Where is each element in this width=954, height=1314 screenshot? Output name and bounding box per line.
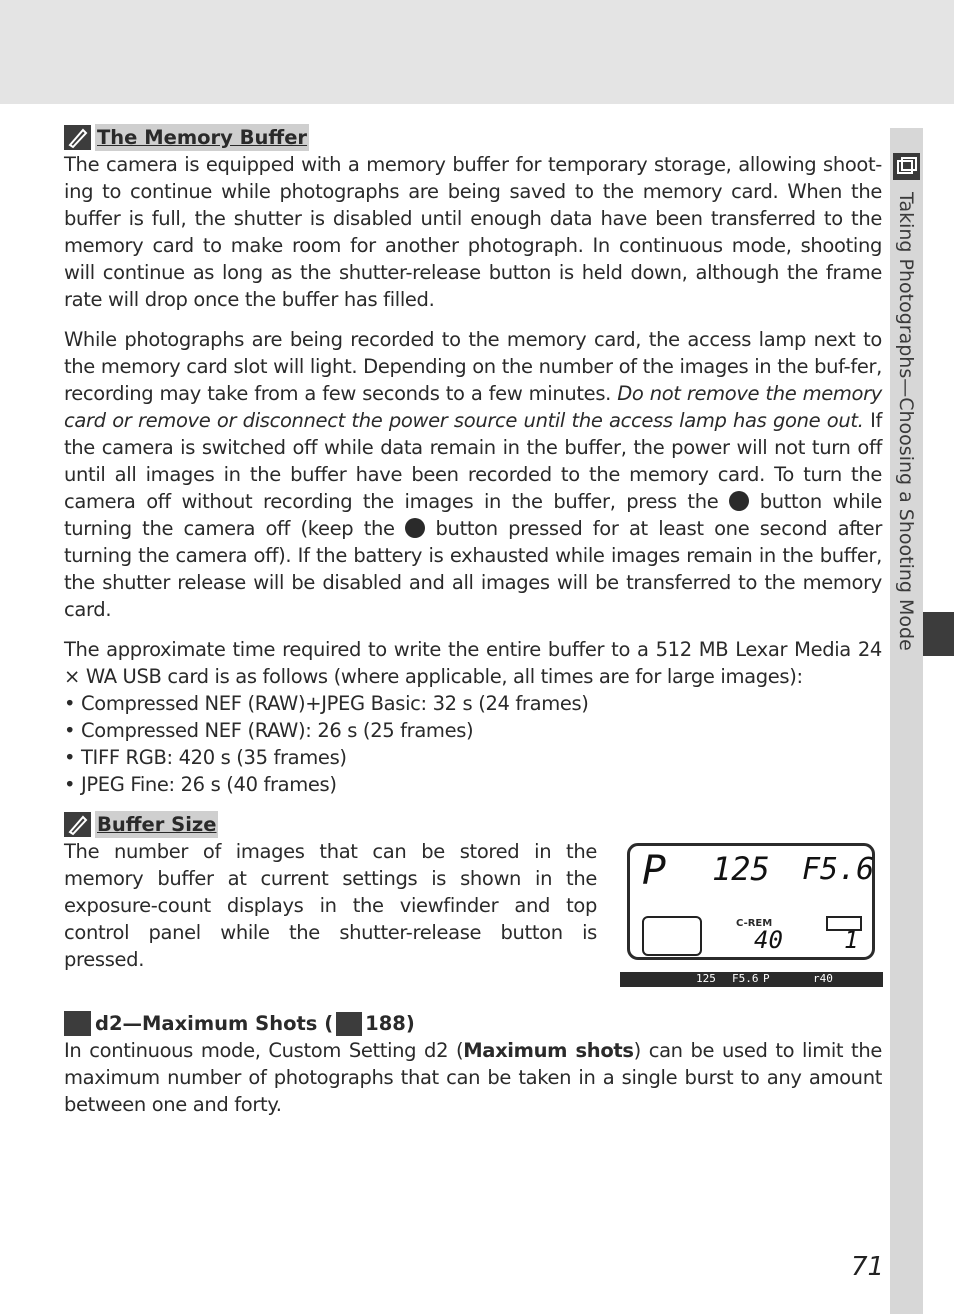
- vf-shutter: 125: [696, 972, 716, 985]
- lcd-shutter: 125: [712, 850, 770, 888]
- note-pencil-icon: [64, 812, 91, 837]
- paragraph: [64, 1037, 882, 1118]
- chapter-title: Taking Photographs—Choosing a Shooting Mode: [895, 192, 917, 651]
- continuous-shooting-icon: [893, 153, 920, 180]
- lcd-count: 40: [754, 926, 783, 954]
- max-shots-heading: [64, 1010, 882, 1037]
- text-run: button while turning the camera off (keep the: [64, 490, 882, 540]
- custom-setting-icon: [64, 1011, 91, 1036]
- text-run: While photographs are being recorded to the memory card, the access lamp next to the memory card slot will light. Depending on the number of the images in the buf-fer, recording may take from a few seconds to a few minutes.: [64, 328, 882, 405]
- heading-label: Buffer Size: [97, 813, 217, 836]
- list-item: • TIFF RGB: 420 s (35 frames): [64, 746, 347, 769]
- vf-aperture: F5.6: [732, 972, 759, 985]
- list-item: • Compressed NEF (RAW)+JPEG Basic: 32 s (24 frames): [64, 692, 589, 715]
- paragraph: The approximate time required to write the entire buffer to a 512 MB Lexar Media 24 × WA USB card is as follows (where applicable, all times are for large images):: [64, 638, 882, 688]
- paragraph: The number of images that can be stored in the memory buffer at current settings is shown in the exposure-count displays in the viewfinder and top control panel while the shutter-release button is pressed.: [64, 840, 597, 971]
- lcd-aperture: F5.6: [802, 852, 875, 887]
- buffer-size-heading: [64, 811, 882, 838]
- text-run: In continuous mode, Custom Setting d2 (: [64, 1039, 464, 1062]
- chapter-tab: [923, 612, 954, 656]
- text-run: If the camera is switched off while data remain in the buffer, the power will not turn off until all images in the buffer have been recorded to the memory card. To turn the camera off without recording the images in the buffer, press the: [64, 409, 882, 513]
- text-run: ) can be used to limit the maximum number of photographs that can be taken in a single burst to any amount between one and forty.: [64, 1039, 882, 1116]
- trash-button-icon: [405, 518, 425, 538]
- page-header-band: [0, 0, 954, 104]
- list-item: • Compressed NEF (RAW): 26 s (25 frames): [64, 719, 474, 742]
- heading-label: d2—Maximum Shots (: [95, 1012, 334, 1035]
- page-reference-icon: [336, 1012, 362, 1036]
- list-item: • JPEG Fine: 26 s (40 frames): [64, 773, 337, 796]
- setting-name: Maximum shots: [463, 1039, 634, 1062]
- warning-text: Do not remove the memory card or remove or disconnect the power source until the access lamp has gone out.: [64, 382, 882, 432]
- control-panel-display: [627, 843, 875, 960]
- buffer-time-list: [64, 690, 882, 798]
- note-pencil-icon: [64, 125, 91, 150]
- paragraph: [64, 326, 882, 623]
- battery-icon: [826, 916, 862, 931]
- page-number: 71: [851, 1252, 885, 1282]
- vf-count: r40: [813, 972, 833, 985]
- text-run: button pressed for at least one second after turning the camera off). If the battery is exhausted while images remain in the buffer, the shutter release will be disabled and all images will be transferred to the memory card.: [64, 517, 882, 621]
- heading-label: 188): [365, 1012, 415, 1035]
- viewfinder-display: [620, 972, 883, 987]
- memory-buffer-heading: [64, 124, 882, 151]
- custom-setting-section: [64, 1010, 882, 1118]
- vf-mode: P: [763, 972, 770, 985]
- lcd-frames: 1: [844, 926, 859, 954]
- lcd-crem: C-REM: [736, 918, 773, 929]
- lcd-mode: P: [642, 848, 667, 894]
- trash-button-icon: [729, 491, 749, 511]
- paragraph: The camera is equipped with a memory buffer for temporary storage, allowing shoot-ing to continue while photographs are being saved to the memory card. When the buffer is full, the shutter is disabled until enough data have been transferred to the memory card to make room for another photograph. In continuous mode, shooting will continue as long as the shutter-release button is held down, although the frame rate will drop once the buffer has filled.: [64, 153, 882, 311]
- heading-label: The Memory Buffer: [97, 126, 308, 149]
- metering-area-icon: [642, 916, 702, 956]
